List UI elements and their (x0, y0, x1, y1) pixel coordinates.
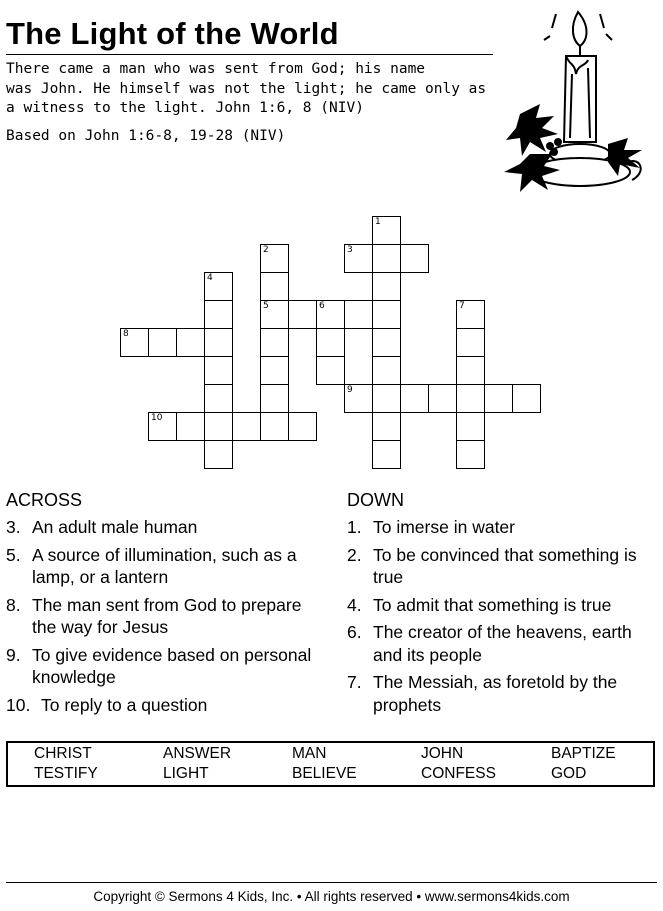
crossword-cell[interactable] (260, 300, 289, 329)
word-bank-item: CHRIST (34, 745, 92, 762)
cell-number: 3 (347, 245, 353, 255)
crossword-cell[interactable] (204, 440, 233, 469)
clue-text: An adult male human (32, 517, 198, 537)
word-bank-item: BAPTIZE (551, 745, 616, 762)
clue-number: 2. (347, 544, 362, 565)
crossword-cell[interactable] (260, 384, 289, 413)
crossword-cell[interactable] (344, 244, 373, 273)
crossword-cell[interactable] (204, 384, 233, 413)
clue-text: The creator of the heavens, earth and its people (373, 622, 632, 665)
crossword-cell[interactable] (148, 412, 177, 441)
word-bank-item: LIGHT (163, 765, 209, 782)
down-clue (347, 671, 659, 716)
cell-number: 9 (347, 385, 353, 395)
down-clues (347, 516, 659, 721)
crossword-cell[interactable] (204, 412, 233, 441)
word-bank-item: JOHN (421, 745, 464, 762)
crossword-cell[interactable] (176, 328, 205, 357)
crossword-cell[interactable] (456, 412, 485, 441)
crossword-cell[interactable] (148, 328, 177, 357)
clue-text: To be convinced that something is true (373, 544, 637, 587)
crossword-cell[interactable] (344, 300, 373, 329)
crossword-cell[interactable] (316, 300, 345, 329)
across-clue (6, 644, 324, 689)
clue-number: 3. (6, 517, 21, 537)
crossword-cell[interactable] (372, 244, 401, 273)
cell-number: 2 (263, 245, 269, 255)
crossword-cell[interactable] (176, 412, 205, 441)
cell-number: 6 (319, 301, 325, 311)
clue-text: To admit that something is true (373, 594, 612, 615)
crossword-cell[interactable] (372, 412, 401, 441)
down-clue (347, 516, 659, 539)
crossword-cell[interactable] (456, 300, 485, 329)
word-bank-item: CONFESS (421, 765, 496, 782)
crossword-cell[interactable] (400, 244, 429, 273)
crossword-cell[interactable] (344, 384, 373, 413)
crossword-cell[interactable] (372, 300, 401, 329)
crossword-cell[interactable] (512, 384, 541, 413)
down-clue (347, 594, 659, 617)
down-clue (347, 544, 659, 589)
crossword-cell[interactable] (400, 384, 429, 413)
crossword-cell[interactable] (260, 412, 289, 441)
clue-number: 8. (6, 594, 21, 615)
crossword-cell[interactable] (456, 440, 485, 469)
crossword-cell[interactable] (316, 356, 345, 385)
crossword-cell[interactable] (204, 328, 233, 357)
crossword-cell[interactable] (372, 440, 401, 469)
clue-number: 1. (347, 517, 362, 537)
crossword-cell[interactable] (372, 328, 401, 357)
clue-number: 5. (6, 544, 21, 565)
cell-number: 1 (375, 217, 381, 227)
clue-text: To imerse in water (373, 517, 515, 537)
clue-number: 4. (347, 594, 362, 615)
down-clue (347, 621, 659, 666)
crossword-cell[interactable] (204, 272, 233, 301)
crossword-cell[interactable] (288, 412, 317, 441)
across-clue (6, 544, 324, 589)
cell-number: 8 (123, 329, 129, 339)
crossword-cell[interactable] (456, 356, 485, 385)
clue-number: 6. (347, 622, 362, 642)
clue-number: 7. (347, 672, 362, 692)
down-heading: DOWN (347, 490, 404, 510)
crossword-cell[interactable] (204, 356, 233, 385)
copyright-footer: Copyright © Sermons 4 Kids, Inc. • All rights reserved • www.sermons4kids.com (93, 889, 570, 904)
word-bank (6, 741, 655, 787)
cell-number: 4 (207, 273, 213, 283)
across-clue (6, 594, 324, 639)
word-bank-item: ANSWER (163, 745, 232, 762)
crossword-cell[interactable] (260, 272, 289, 301)
crossword-cell[interactable] (456, 328, 485, 357)
scripture-verse: There came a man who was sent from God; his name was John. He himself was not the light; he came only as a witness to the light. John 1:6, 8 (NIV) (6, 61, 487, 116)
crossword-cell[interactable] (316, 328, 345, 357)
clue-text: A source of illumination, such as a lamp, or a lantern (32, 544, 297, 587)
clue-text: The man sent from God to prepare the way for Jesus (32, 594, 302, 637)
word-bank-item: MAN (292, 745, 327, 762)
across-clues (6, 516, 324, 721)
crossword-cell[interactable] (456, 384, 485, 413)
crossword-cell[interactable] (372, 384, 401, 413)
word-bank-item: GOD (551, 765, 587, 782)
cell-number: 7 (459, 301, 465, 311)
crossword-cell[interactable] (260, 328, 289, 357)
crossword-cell[interactable] (204, 300, 233, 329)
clue-text: To give evidence based on personal knowledge (32, 644, 312, 687)
clue-number: 9. (6, 644, 21, 665)
crossword-cell[interactable] (428, 384, 457, 413)
crossword-cell[interactable] (372, 356, 401, 385)
across-clue (6, 694, 324, 717)
crossword-cell[interactable] (372, 272, 401, 301)
across-heading: ACROSS (6, 490, 83, 510)
word-bank-item: BELIEVE (292, 765, 357, 782)
footer-divider (6, 882, 657, 883)
crossword-cell[interactable] (232, 412, 261, 441)
crossword-cell[interactable] (484, 384, 513, 413)
scripture-reference: Based on John 1:6-8, 19-28 (NIV) (6, 128, 286, 144)
clue-text: To reply to a question (41, 694, 208, 715)
crossword-cell[interactable] (260, 356, 289, 385)
cell-number: 5 (263, 301, 269, 311)
page-title: The Light of the World (6, 16, 339, 51)
crossword-cell[interactable] (120, 328, 149, 357)
clue-text: The Messiah, as foretold by the prophets (373, 672, 618, 715)
crossword-cell[interactable] (288, 300, 317, 329)
crossword-cell[interactable] (372, 216, 401, 245)
across-clue (6, 516, 324, 539)
word-bank-item: TESTIFY (34, 765, 98, 782)
clue-number: 10. (6, 694, 31, 715)
crossword-cell[interactable] (260, 244, 289, 273)
cell-number: 10 (151, 413, 163, 423)
